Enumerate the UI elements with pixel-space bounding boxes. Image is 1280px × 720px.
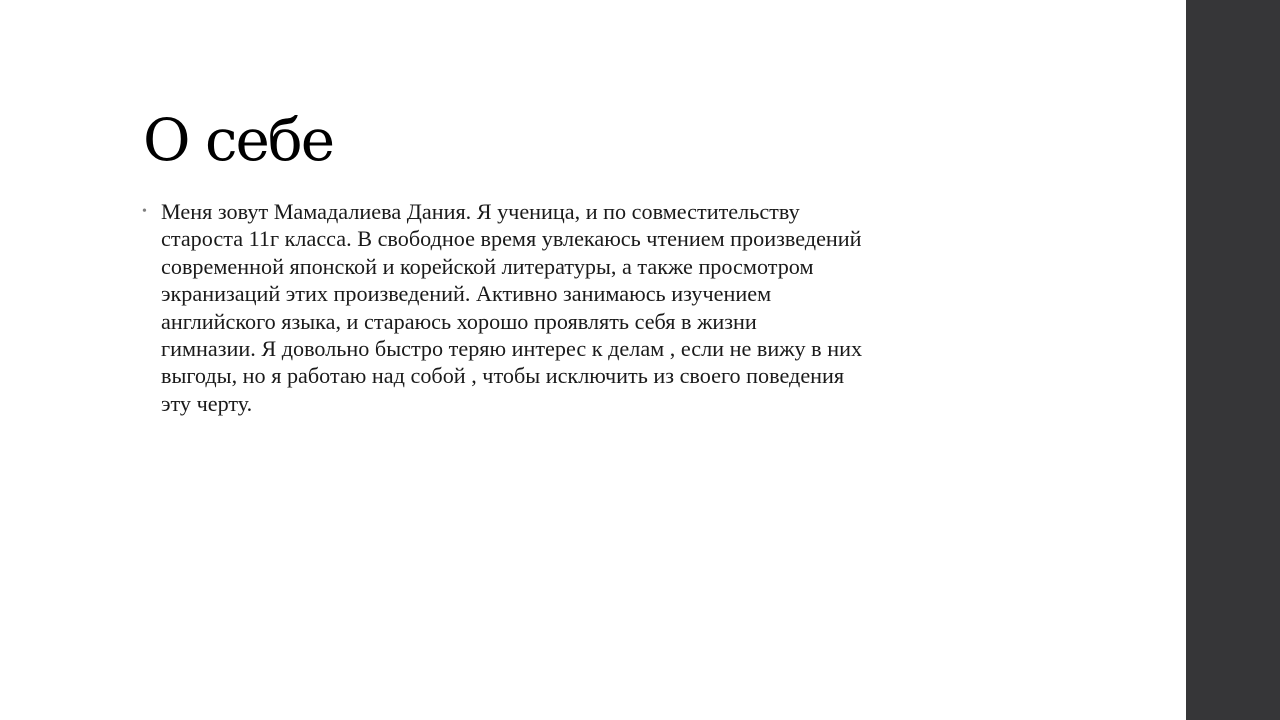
slide-title: О себе	[143, 106, 334, 174]
slide-content	[140, 198, 1040, 417]
bullet-item	[140, 198, 1040, 417]
bullet-list	[140, 198, 1040, 417]
bullet-marker-icon: •	[142, 204, 147, 219]
side-bar	[1186, 0, 1280, 720]
about-me-text: Меня зовут Мамадалиева Дания. Я ученица, и по совместительству староста 11г класса. В свободное время увлекаюсь чтением произведений современной японской и корейской литературы, а также просмотром экранизаций этих произведений. Активно занимаюсь изучением английского языка, и стараюсь хорошо проявлять себя в жизни гимназии. Я довольно быстро теряю интерес к делам , если не вижу в них выгоды, но я работаю над собой , чтобы исключить из своего поведения эту черту.	[161, 199, 863, 416]
